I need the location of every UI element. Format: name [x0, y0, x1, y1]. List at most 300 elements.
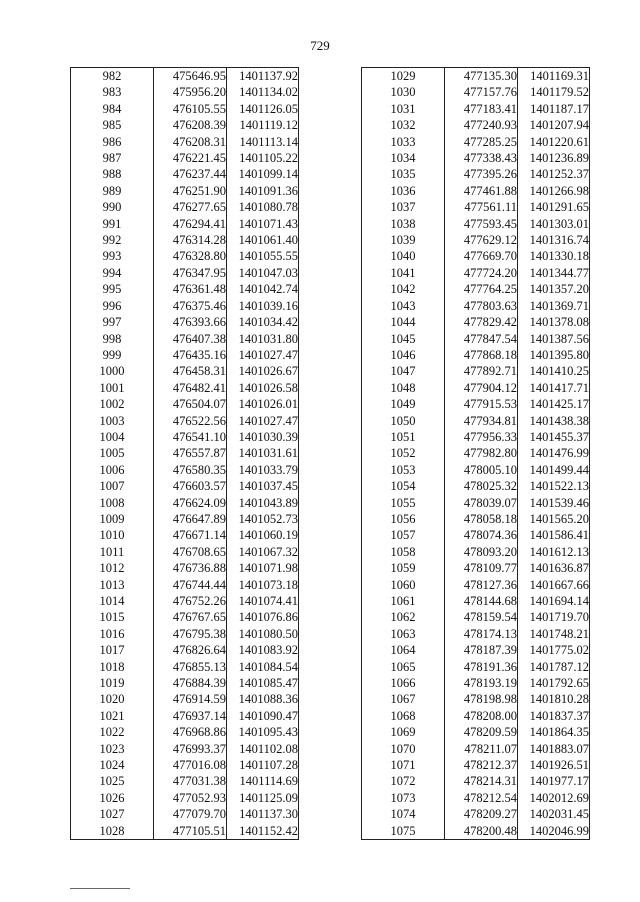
point-number-cell: 1026: [71, 790, 154, 806]
point-number-cell: 1060: [362, 577, 445, 593]
point-number-cell: 1010: [71, 527, 154, 543]
y-coordinate-cell: 1401076.86: [227, 609, 299, 625]
point-number-cell: 1037: [362, 199, 445, 215]
table-row: [362, 150, 590, 166]
point-number-cell: 1046: [362, 347, 445, 363]
point-number-cell: 1067: [362, 691, 445, 707]
x-coordinate-cell: 476937.14: [154, 708, 227, 724]
x-coordinate-cell: 478193.19: [445, 675, 518, 691]
x-coordinate-cell: 477934.81: [445, 413, 518, 429]
x-coordinate-cell: 476914.59: [154, 691, 227, 707]
y-coordinate-cell: 1401085.47: [227, 675, 299, 691]
table-row: [71, 495, 299, 511]
x-coordinate-cell: 477561.11: [445, 199, 518, 215]
x-coordinate-cell: 478212.37: [445, 757, 518, 773]
table-row: [71, 560, 299, 576]
x-coordinate-cell: 476393.66: [154, 314, 227, 330]
x-coordinate-cell: 476458.31: [154, 363, 227, 379]
y-coordinate-cell: 1401113.14: [227, 134, 299, 150]
point-number-cell: 1018: [71, 659, 154, 675]
table-row: [71, 724, 299, 740]
point-number-cell: 1032: [362, 117, 445, 133]
table-row: [362, 248, 590, 264]
x-coordinate-cell: 478159.54: [445, 609, 518, 625]
y-coordinate-cell: 1401667.66: [518, 577, 590, 593]
table-row: [71, 462, 299, 478]
x-coordinate-cell: 476767.65: [154, 609, 227, 625]
y-coordinate-cell: 1401837.37: [518, 708, 590, 724]
x-coordinate-cell: 478191.36: [445, 659, 518, 675]
table-row: [362, 265, 590, 281]
table-row: [362, 413, 590, 429]
y-coordinate-cell: 1401027.47: [227, 347, 299, 363]
x-coordinate-cell: 476993.37: [154, 741, 227, 757]
y-coordinate-cell: 1401037.45: [227, 478, 299, 494]
x-coordinate-cell: 478209.27: [445, 806, 518, 822]
y-coordinate-cell: 1401810.28: [518, 691, 590, 707]
table-row: [71, 823, 299, 840]
y-coordinate-cell: 1401220.61: [518, 134, 590, 150]
x-coordinate-cell: 477105.51: [154, 823, 227, 840]
y-coordinate-cell: 1401410.25: [518, 363, 590, 379]
y-coordinate-cell: 1401026.58: [227, 380, 299, 396]
y-coordinate-cell: 1401636.87: [518, 560, 590, 576]
table-row: [362, 429, 590, 445]
x-coordinate-cell: 476603.57: [154, 478, 227, 494]
y-coordinate-cell: 1401977.17: [518, 773, 590, 789]
x-coordinate-cell: 476541.10: [154, 429, 227, 445]
point-number-cell: 1013: [71, 577, 154, 593]
y-coordinate-cell: 1401026.67: [227, 363, 299, 379]
point-number-cell: 1005: [71, 445, 154, 461]
x-coordinate-cell: 478174.13: [445, 626, 518, 642]
table-row: [71, 708, 299, 724]
point-number-cell: 996: [71, 298, 154, 314]
x-coordinate-cell: 476752.26: [154, 593, 227, 609]
y-coordinate-cell: 1401303.01: [518, 216, 590, 232]
x-coordinate-cell: 476580.35: [154, 462, 227, 478]
table-row: [362, 823, 590, 840]
point-number-cell: 1004: [71, 429, 154, 445]
x-coordinate-cell: 477829.42: [445, 314, 518, 330]
point-number-cell: 1022: [71, 724, 154, 740]
y-coordinate-cell: 1401137.92: [227, 68, 299, 85]
table-row: [362, 462, 590, 478]
table-row: [71, 298, 299, 314]
point-number-cell: 999: [71, 347, 154, 363]
x-coordinate-cell: 477629.12: [445, 232, 518, 248]
y-coordinate-cell: 1401612.13: [518, 544, 590, 560]
y-coordinate-cell: 1401395.80: [518, 347, 590, 363]
x-coordinate-cell: 477338.43: [445, 150, 518, 166]
x-coordinate-cell: 476294.41: [154, 216, 227, 232]
x-coordinate-cell: 476557.87: [154, 445, 227, 461]
point-number-cell: 991: [71, 216, 154, 232]
x-coordinate-cell: 476208.31: [154, 134, 227, 150]
page-number: 729: [310, 38, 330, 53]
point-number-cell: 1062: [362, 609, 445, 625]
x-coordinate-cell: 476795.38: [154, 626, 227, 642]
x-coordinate-cell: 476826.64: [154, 642, 227, 658]
point-number-cell: 1029: [362, 68, 445, 85]
point-number-cell: 1009: [71, 511, 154, 527]
y-coordinate-cell: 1401187.17: [518, 101, 590, 117]
table-row: [362, 134, 590, 150]
x-coordinate-cell: 477395.26: [445, 166, 518, 182]
x-coordinate-cell: 476314.28: [154, 232, 227, 248]
table-row: [362, 642, 590, 658]
point-number-cell: 1036: [362, 183, 445, 199]
point-number-cell: 1031: [362, 101, 445, 117]
table-row: [362, 363, 590, 379]
point-number-cell: 1045: [362, 331, 445, 347]
x-coordinate-cell: 476744.44: [154, 577, 227, 593]
table-row: [71, 691, 299, 707]
y-coordinate-cell: 1401074.41: [227, 593, 299, 609]
table-row: [362, 659, 590, 675]
y-coordinate-cell: 1401084.54: [227, 659, 299, 675]
point-number-cell: 1050: [362, 413, 445, 429]
y-coordinate-cell: 1401499.44: [518, 462, 590, 478]
table-row: [71, 380, 299, 396]
x-coordinate-cell: 477461.88: [445, 183, 518, 199]
y-coordinate-cell: 1401042.74: [227, 281, 299, 297]
table-row: [71, 150, 299, 166]
table-row: [362, 691, 590, 707]
table-row: [362, 478, 590, 494]
x-coordinate-cell: 478039.07: [445, 495, 518, 511]
table-row: [71, 544, 299, 560]
point-number-cell: 994: [71, 265, 154, 281]
x-coordinate-cell: 478109.77: [445, 560, 518, 576]
point-number-cell: 992: [71, 232, 154, 248]
x-coordinate-cell: 476855.13: [154, 659, 227, 675]
table-row: [362, 68, 590, 85]
y-coordinate-cell: 1401719.70: [518, 609, 590, 625]
point-number-cell: 998: [71, 331, 154, 347]
point-number-cell: 1052: [362, 445, 445, 461]
y-coordinate-cell: 1401080.50: [227, 626, 299, 642]
y-coordinate-cell: 1401030.39: [227, 429, 299, 445]
x-coordinate-cell: 477904.12: [445, 380, 518, 396]
table-row: [71, 331, 299, 347]
table-row: [362, 84, 590, 100]
y-coordinate-cell: 1401539.46: [518, 495, 590, 511]
y-coordinate-cell: 1401330.18: [518, 248, 590, 264]
x-coordinate-cell: 476221.45: [154, 150, 227, 166]
y-coordinate-cell: 1401034.42: [227, 314, 299, 330]
table-row: [71, 68, 299, 85]
bottom-rule: [70, 888, 130, 889]
point-number-cell: 1028: [71, 823, 154, 840]
x-coordinate-cell: 476407.38: [154, 331, 227, 347]
x-coordinate-cell: 478198.98: [445, 691, 518, 707]
point-number-cell: 1014: [71, 593, 154, 609]
x-coordinate-cell: 476435.16: [154, 347, 227, 363]
point-number-cell: 1012: [71, 560, 154, 576]
coordinates-table-left: [70, 67, 299, 840]
y-coordinate-cell: 1401236.89: [518, 150, 590, 166]
y-coordinate-cell: 1401586.41: [518, 527, 590, 543]
point-number-cell: 1061: [362, 593, 445, 609]
y-coordinate-cell: 1401179.52: [518, 84, 590, 100]
table-row: [362, 708, 590, 724]
table-row: [362, 741, 590, 757]
x-coordinate-cell: 476347.95: [154, 265, 227, 281]
point-number-cell: 1039: [362, 232, 445, 248]
x-coordinate-cell: 476968.86: [154, 724, 227, 740]
y-coordinate-cell: 1401055.55: [227, 248, 299, 264]
x-coordinate-cell: 476708.65: [154, 544, 227, 560]
y-coordinate-cell: 1401152.42: [227, 823, 299, 840]
x-coordinate-cell: 477031.38: [154, 773, 227, 789]
point-number-cell: 1049: [362, 396, 445, 412]
y-coordinate-cell: 1401883.07: [518, 741, 590, 757]
point-number-cell: 1063: [362, 626, 445, 642]
table-row: [71, 396, 299, 412]
y-coordinate-cell: 1401095.43: [227, 724, 299, 740]
table-row: [71, 216, 299, 232]
table-row: [362, 527, 590, 543]
point-number-cell: 1024: [71, 757, 154, 773]
point-number-cell: 1058: [362, 544, 445, 560]
table-row: [362, 806, 590, 822]
point-number-cell: 1051: [362, 429, 445, 445]
point-number-cell: 1025: [71, 773, 154, 789]
x-coordinate-cell: 477157.76: [445, 84, 518, 100]
y-coordinate-cell: 1401091.36: [227, 183, 299, 199]
point-number-cell: 1047: [362, 363, 445, 379]
point-number-cell: 1068: [362, 708, 445, 724]
point-number-cell: 982: [71, 68, 154, 85]
x-coordinate-cell: 478209.59: [445, 724, 518, 740]
point-number-cell: 986: [71, 134, 154, 150]
x-coordinate-cell: 477803.63: [445, 298, 518, 314]
y-coordinate-cell: 1401694.14: [518, 593, 590, 609]
y-coordinate-cell: 1401061.40: [227, 232, 299, 248]
y-coordinate-cell: 1401052.73: [227, 511, 299, 527]
table-row: [362, 544, 590, 560]
point-number-cell: 1038: [362, 216, 445, 232]
y-coordinate-cell: 1401071.43: [227, 216, 299, 232]
x-coordinate-cell: 476522.56: [154, 413, 227, 429]
y-coordinate-cell: 1401864.35: [518, 724, 590, 740]
y-coordinate-cell: 1401047.03: [227, 265, 299, 281]
point-number-cell: 1041: [362, 265, 445, 281]
point-number-cell: 1000: [71, 363, 154, 379]
y-coordinate-cell: 1401425.17: [518, 396, 590, 412]
y-coordinate-cell: 1401926.51: [518, 757, 590, 773]
x-coordinate-cell: 476105.55: [154, 101, 227, 117]
y-coordinate-cell: 1401067.32: [227, 544, 299, 560]
y-coordinate-cell: 1401033.79: [227, 462, 299, 478]
table-row: [71, 134, 299, 150]
table-row: [71, 659, 299, 675]
coordinates-table-right: [361, 67, 590, 840]
point-number-cell: 987: [71, 150, 154, 166]
table-row: [71, 527, 299, 543]
table-row: [71, 790, 299, 806]
x-coordinate-cell: 475956.20: [154, 84, 227, 100]
y-coordinate-cell: 1401476.99: [518, 445, 590, 461]
table-row: [362, 577, 590, 593]
y-coordinate-cell: 1401071.98: [227, 560, 299, 576]
x-coordinate-cell: 476671.14: [154, 527, 227, 543]
y-coordinate-cell: 1401417.71: [518, 380, 590, 396]
x-coordinate-cell: 476361.48: [154, 281, 227, 297]
y-coordinate-cell: 1401565.20: [518, 511, 590, 527]
table-row: [362, 757, 590, 773]
point-number-cell: 988: [71, 166, 154, 182]
table-row: [362, 511, 590, 527]
x-coordinate-cell: 478212.54: [445, 790, 518, 806]
x-coordinate-cell: 476647.89: [154, 511, 227, 527]
x-coordinate-cell: 475646.95: [154, 68, 227, 85]
table-row: [71, 281, 299, 297]
table-row: [362, 347, 590, 363]
y-coordinate-cell: 1401378.08: [518, 314, 590, 330]
table-row: [71, 101, 299, 117]
table-row: [71, 445, 299, 461]
point-number-cell: 1056: [362, 511, 445, 527]
point-number-cell: 1074: [362, 806, 445, 822]
table-row: [71, 183, 299, 199]
point-number-cell: 997: [71, 314, 154, 330]
table-row: [362, 790, 590, 806]
y-coordinate-cell: 1401090.47: [227, 708, 299, 724]
x-coordinate-cell: 476251.90: [154, 183, 227, 199]
table-row: [362, 560, 590, 576]
y-coordinate-cell: 1401266.98: [518, 183, 590, 199]
y-coordinate-cell: 1401522.13: [518, 478, 590, 494]
x-coordinate-cell: 477724.20: [445, 265, 518, 281]
point-number-cell: 1057: [362, 527, 445, 543]
table-row: [362, 281, 590, 297]
point-number-cell: 1030: [362, 84, 445, 100]
x-coordinate-cell: 478208.00: [445, 708, 518, 724]
point-number-cell: 1023: [71, 741, 154, 757]
table-row: [362, 183, 590, 199]
table-row: [362, 593, 590, 609]
table-row: [71, 478, 299, 494]
x-coordinate-cell: 478005.10: [445, 462, 518, 478]
table-row: [71, 232, 299, 248]
x-coordinate-cell: 477079.70: [154, 806, 227, 822]
point-number-cell: 1053: [362, 462, 445, 478]
x-coordinate-cell: 477052.93: [154, 790, 227, 806]
point-number-cell: 984: [71, 101, 154, 117]
point-number-cell: 995: [71, 281, 154, 297]
x-coordinate-cell: 478200.48: [445, 823, 518, 840]
y-coordinate-cell: 1401125.09: [227, 790, 299, 806]
y-coordinate-cell: 1401060.19: [227, 527, 299, 543]
table-row: [71, 806, 299, 822]
point-number-cell: 1015: [71, 609, 154, 625]
y-coordinate-cell: 1401357.20: [518, 281, 590, 297]
table-row: [71, 577, 299, 593]
x-coordinate-cell: 476237.44: [154, 166, 227, 182]
y-coordinate-cell: 1401134.02: [227, 84, 299, 100]
table-row: [71, 757, 299, 773]
table-row: [71, 773, 299, 789]
table-row: [362, 495, 590, 511]
table-row: [362, 314, 590, 330]
y-coordinate-cell: 1401369.71: [518, 298, 590, 314]
y-coordinate-cell: 1401455.37: [518, 429, 590, 445]
y-coordinate-cell: 1402031.45: [518, 806, 590, 822]
y-coordinate-cell: 1401207.94: [518, 117, 590, 133]
x-coordinate-cell: 477868.18: [445, 347, 518, 363]
point-number-cell: 1043: [362, 298, 445, 314]
table-row: [71, 347, 299, 363]
y-coordinate-cell: 1401316.74: [518, 232, 590, 248]
table-row: [71, 363, 299, 379]
point-number-cell: 990: [71, 199, 154, 215]
point-number-cell: 1059: [362, 560, 445, 576]
y-coordinate-cell: 1402012.69: [518, 790, 590, 806]
point-number-cell: 1033: [362, 134, 445, 150]
y-coordinate-cell: 1401102.08: [227, 741, 299, 757]
table-row: [71, 593, 299, 609]
table-body: [362, 68, 590, 840]
table-row: [362, 724, 590, 740]
table-row: [362, 166, 590, 182]
y-coordinate-cell: 1401114.69: [227, 773, 299, 789]
x-coordinate-cell: 477135.30: [445, 68, 518, 85]
x-coordinate-cell: 477956.33: [445, 429, 518, 445]
point-number-cell: 1017: [71, 642, 154, 658]
point-number-cell: 989: [71, 183, 154, 199]
table-row: [362, 380, 590, 396]
table-row: [362, 445, 590, 461]
point-number-cell: 1044: [362, 314, 445, 330]
table-row: [362, 609, 590, 625]
table-row: [362, 331, 590, 347]
table-row: [71, 199, 299, 215]
x-coordinate-cell: 478187.39: [445, 642, 518, 658]
x-coordinate-cell: 476504.07: [154, 396, 227, 412]
y-coordinate-cell: 1401088.36: [227, 691, 299, 707]
point-number-cell: 1064: [362, 642, 445, 658]
point-number-cell: 1054: [362, 478, 445, 494]
x-coordinate-cell: 478025.32: [445, 478, 518, 494]
y-coordinate-cell: 1401344.77: [518, 265, 590, 281]
y-coordinate-cell: 1401073.18: [227, 577, 299, 593]
point-number-cell: 1019: [71, 675, 154, 691]
point-number-cell: 1070: [362, 741, 445, 757]
table-row: [71, 626, 299, 642]
point-number-cell: 1021: [71, 708, 154, 724]
x-coordinate-cell: 477847.54: [445, 331, 518, 347]
point-number-cell: 1048: [362, 380, 445, 396]
point-number-cell: 1011: [71, 544, 154, 560]
y-coordinate-cell: 1401787.12: [518, 659, 590, 675]
table-row: [362, 298, 590, 314]
y-coordinate-cell: 1401031.80: [227, 331, 299, 347]
x-coordinate-cell: 477016.08: [154, 757, 227, 773]
point-number-cell: 1066: [362, 675, 445, 691]
point-number-cell: 1002: [71, 396, 154, 412]
x-coordinate-cell: 476208.39: [154, 117, 227, 133]
point-number-cell: 1006: [71, 462, 154, 478]
y-coordinate-cell: 1401775.02: [518, 642, 590, 658]
point-number-cell: 1034: [362, 150, 445, 166]
table-row: [362, 675, 590, 691]
x-coordinate-cell: 476328.80: [154, 248, 227, 264]
point-number-cell: 1069: [362, 724, 445, 740]
point-number-cell: 1071: [362, 757, 445, 773]
point-number-cell: 1016: [71, 626, 154, 642]
